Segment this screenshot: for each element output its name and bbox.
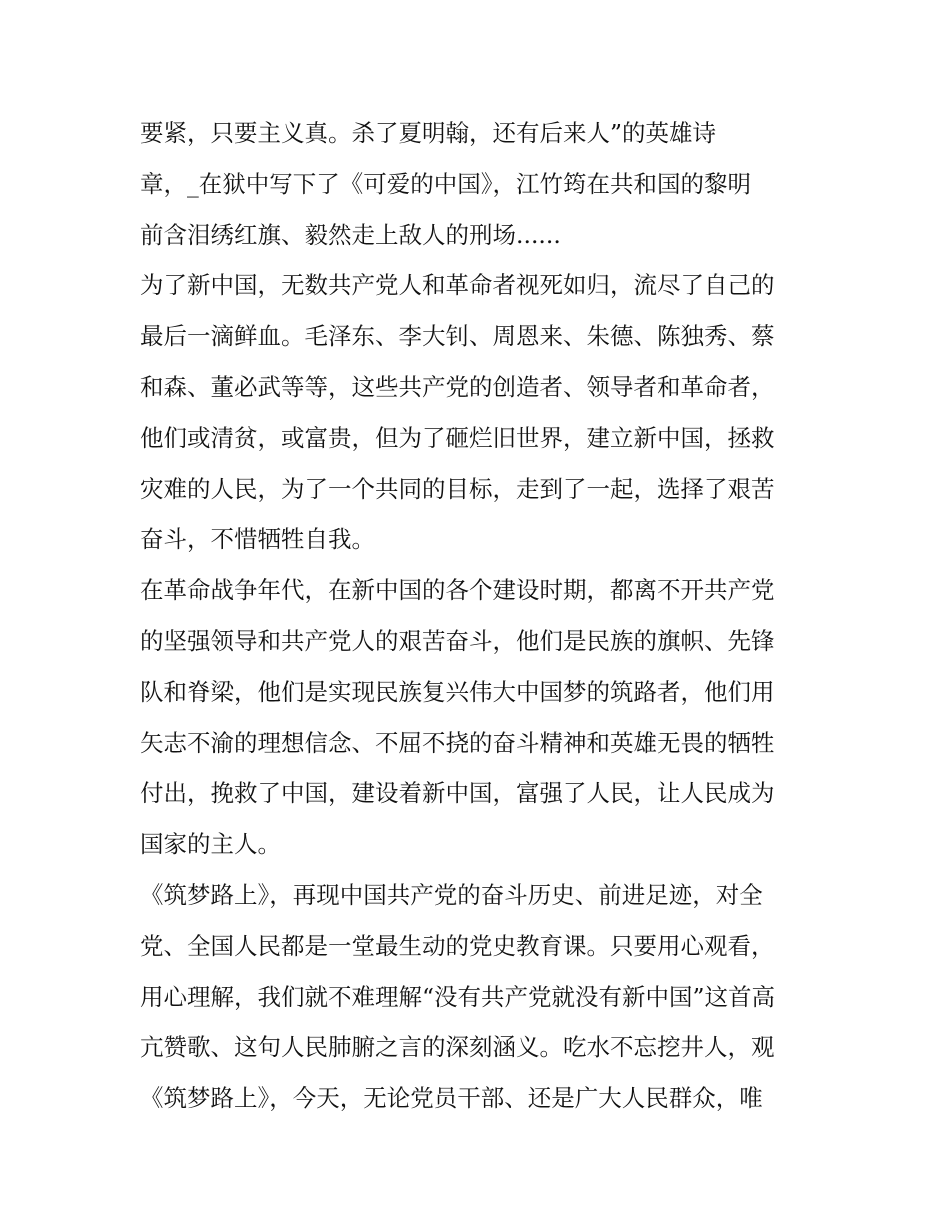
text-line: 国家的主人。 xyxy=(140,830,281,859)
text-line: 的坚强领导和共产党人的艰苦奋斗，他们是民族的旗帜、先锋 xyxy=(140,626,775,655)
body-text xyxy=(140,108,820,1124)
text-line: 《筑梦路上》，今天，无论党员干部、还是广大人民群众，唯 xyxy=(140,1084,763,1113)
text-line: 他们或清贫，或富贵，但为了砸烂旧世界，建立新中国，拯救 xyxy=(140,423,775,452)
text-line: 最后一滴鲜血。毛泽东、李大钊、周恩来、朱德、陈独秀、蔡 xyxy=(140,322,775,351)
text-line: 用心理解，我们就不难理解“没有共产党就没有新中国”这首高 xyxy=(140,982,776,1011)
text-line: 前含泪绣红旗、毅然走上敌人的刑场...... xyxy=(140,220,561,249)
text-line: 《筑梦路上》，再现中国共产党的奋斗历史、前进足迹，对全 xyxy=(140,880,763,909)
text-line: 灾难的人民，为了一个共同的目标，走到了一起，选择了艰苦 xyxy=(140,474,775,503)
text-line: 党、全国人民都是一堂最生动的党史教育课。只要用心观看， xyxy=(140,931,775,960)
text-line: 在革命战争年代，在新中国的各个建设时期，都离不开共产党 xyxy=(140,576,775,605)
text-line: 为了新中国，无数共产党人和革命者视死如归，流尽了自己的 xyxy=(140,271,775,300)
text-line: 队和脊梁，他们是实现民族复兴伟大中国梦的筑路者，他们用 xyxy=(140,677,775,706)
text-line: 矢志不渝的理想信念、不屈不挠的奋斗精神和英雄无畏的牺牲 xyxy=(140,728,775,757)
text-line: 要紧，只要主义真。杀了夏明翰，还有后来人”的英雄诗 xyxy=(140,119,717,147)
text-line: 和森、董必武等等，这些共产党的创造者、领导者和革命者， xyxy=(140,372,775,401)
text-line: 奋斗，不惜牺牲自我。 xyxy=(140,525,375,554)
text-line: 章，_在狱中写下了《可爱的中国》，江竹筠在共和国的黎明 xyxy=(140,169,751,198)
text-line: 亢赞歌、这句人民肺腑之言的深刻涵义。吃水不忘挖井人，观 xyxy=(140,1033,775,1062)
text-line: 付出，挽救了中国，建设着新中国，富强了人民，让人民成为 xyxy=(140,779,775,808)
